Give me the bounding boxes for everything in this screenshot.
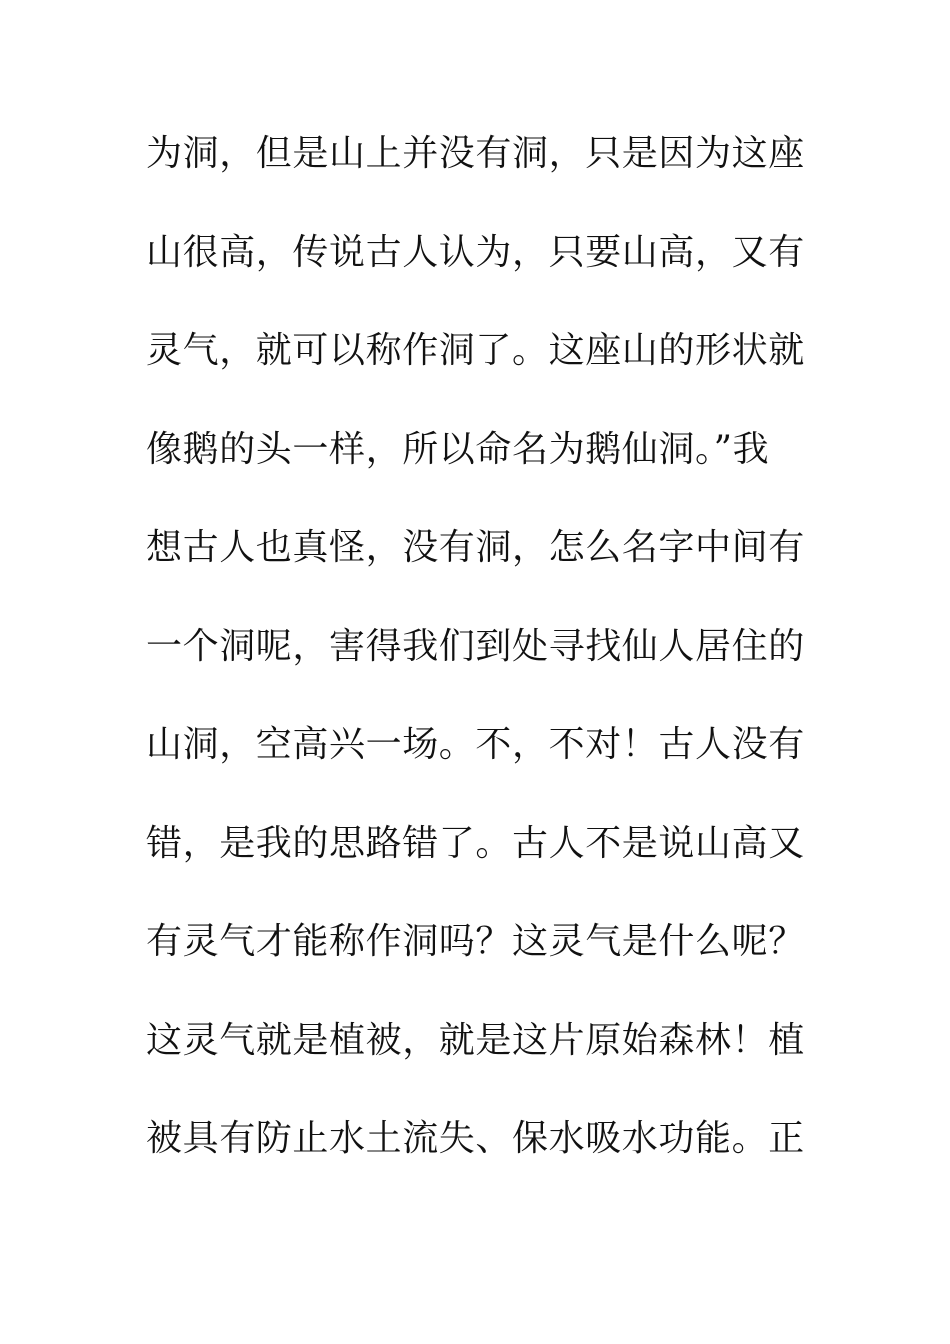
text-line: 山洞，空高兴一场。不，不对！古人没有 bbox=[146, 724, 805, 765]
text-line: 有灵气才能称作洞吗？这灵气是什么呢？ bbox=[146, 921, 805, 962]
body-text bbox=[146, 124, 816, 1208]
text-line: 像鹅的头一样，所以命名为鹅仙洞。”我 bbox=[146, 428, 770, 470]
text-line: 山很高，传说古人认为，只要山高，又有 bbox=[146, 231, 805, 273]
text-line: 灵气，就可以称作洞了。这座山的形状就 bbox=[146, 330, 805, 371]
text-line: 一个洞呢，害得我们到处寻找仙人居住的 bbox=[146, 625, 805, 667]
text-line: 被具有防止水土流失、保水吸水功能。正 bbox=[146, 1118, 805, 1159]
text-line: 想古人也真怪，没有洞，怎么名字中间有 bbox=[146, 527, 805, 568]
text-line: 这灵气就是植被，就是这片原始森林！植 bbox=[146, 1019, 805, 1061]
text-line: 为洞，但是山上并没有洞，只是因为这座 bbox=[146, 133, 805, 174]
text-line: 错，是我的思路错了。古人不是说山高又 bbox=[146, 822, 805, 864]
